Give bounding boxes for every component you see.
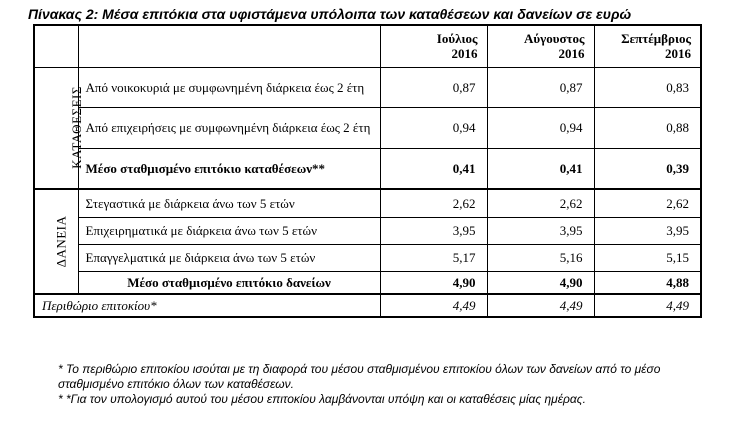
row-value: 2,62 <box>487 189 594 217</box>
header-month-name: Αύγουστος <box>523 31 585 47</box>
header-label-cell <box>78 25 380 67</box>
row-value: 5,17 <box>380 244 487 271</box>
table-row <box>34 67 701 107</box>
row-label: Στεγαστικά με διάρκεια άνω των 5 ετών <box>78 189 380 217</box>
footnote-margin: * Το περιθώριο επιτοκίου ισούται με τη διαφορά του μέσου σταθμισμένου επιτοκίου όλων των δανείων από το μέσο σταθμισμένο επιτόκιο όλων των καταθέσεων. <box>58 362 661 391</box>
row-value: 2,62 <box>594 189 701 217</box>
row-value: 2,62 <box>380 189 487 217</box>
table-row <box>34 107 701 148</box>
row-value: 0,88 <box>594 107 701 148</box>
loans-section-label: ΔΑΝΕΙΑ <box>34 189 78 294</box>
row-label: Επαγγελματικά με διάρκεια άνω των 5 ετών <box>78 244 380 271</box>
row-label: Από επιχειρήσεις με συμφωνημένη διάρκεια έως 2 έτη <box>78 107 380 148</box>
header-month-year: 2016 <box>558 46 585 62</box>
margin-value: 4,49 <box>487 294 594 317</box>
header-month-name: Ιούλιος <box>436 31 478 47</box>
row-value: 4,90 <box>380 271 487 294</box>
margin-label: Περιθώριο επιτοκίου* <box>34 294 380 317</box>
table-row-total <box>34 271 701 294</box>
row-value: 0,94 <box>487 107 594 148</box>
row-value: 4,90 <box>487 271 594 294</box>
row-value: 0,87 <box>487 67 594 107</box>
margin-row <box>34 294 701 317</box>
margin-value: 4,49 <box>380 294 487 317</box>
header-month-year: 2016 <box>665 46 691 62</box>
header-month-name: Σεπτέμβριος <box>621 31 691 47</box>
header-month-september <box>594 25 701 67</box>
footnotes <box>58 362 718 407</box>
row-value: 0,87 <box>380 67 487 107</box>
row-label: Από νοικοκυριά με συμφωνημένη διάρκεια έως 2 έτη <box>78 67 380 107</box>
row-value: 5,15 <box>594 244 701 271</box>
margin-value: 4,49 <box>594 294 701 317</box>
footnote-weighted-rate: * *Για τον υπολογισμό αυτού του μέσου επιτοκίου λαμβάνονται υπόψη και οι καταθέσεις μίας ημέρας. <box>58 392 586 406</box>
header-month-july <box>380 25 487 67</box>
row-value: 5,16 <box>487 244 594 271</box>
row-label: Επιχειρηματικά με διάρκεια άνω των 5 ετών <box>78 217 380 244</box>
row-value: 0,39 <box>594 148 701 189</box>
row-value: 0,41 <box>487 148 594 189</box>
table-row <box>34 189 701 217</box>
row-label: Μέσο σταθμισμένο επιτόκιο καταθέσεων** <box>78 148 380 189</box>
header-row <box>34 25 701 67</box>
header-month-year: 2016 <box>451 46 478 62</box>
interest-rates-table <box>33 24 702 318</box>
row-value: 3,95 <box>487 217 594 244</box>
row-value: 3,95 <box>380 217 487 244</box>
table-row <box>34 244 701 271</box>
row-value: 3,95 <box>594 217 701 244</box>
row-value: 4,88 <box>594 271 701 294</box>
deposits-section-label: ΚΑΤΑΘΕΣΕΙΣ <box>34 67 78 189</box>
row-value: 0,41 <box>380 148 487 189</box>
table-row <box>34 217 701 244</box>
row-label: Μέσο σταθμισμένο επιτόκιο δανείων <box>78 271 380 294</box>
row-value: 0,94 <box>380 107 487 148</box>
header-corner-cell <box>34 25 78 67</box>
table-row-total <box>34 148 701 189</box>
row-value: 0,83 <box>594 67 701 107</box>
table-title: Πίνακας 2: Μέσα επιτόκια στα υφιστάμενα υπόλοιπα των καταθέσεων και δανείων σε ευρώ <box>28 6 632 22</box>
header-month-august <box>487 25 594 67</box>
